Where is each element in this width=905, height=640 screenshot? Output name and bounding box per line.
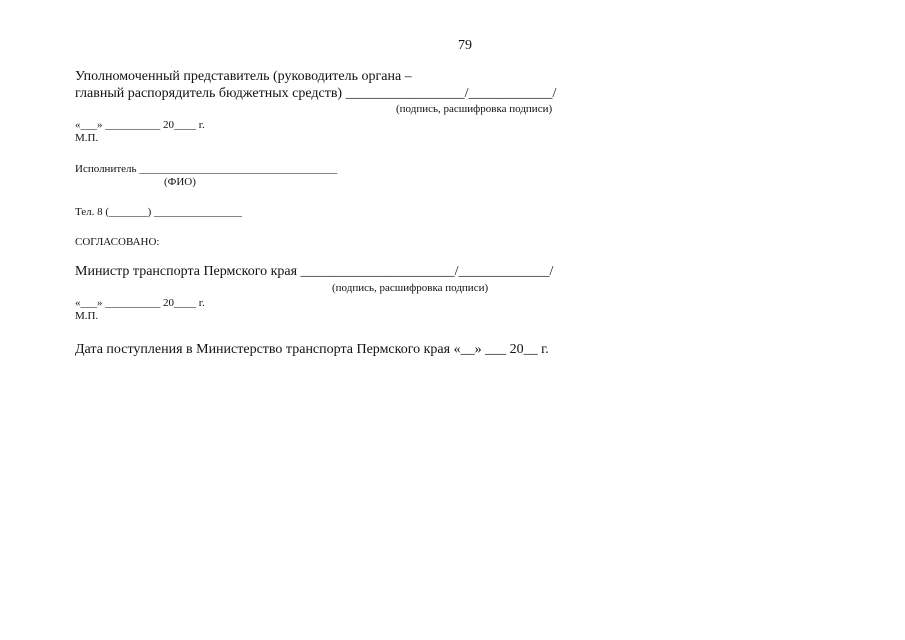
approval-heading: СОГЛАСОВАНО: xyxy=(75,236,160,248)
minister-signature-line: Министр транспорта Пермского края ______________________/_____________/ xyxy=(75,264,554,279)
minister-date-line: «___» __________ 20____ г. xyxy=(75,297,205,309)
representative-date-line: «___» __________ 20____ г. xyxy=(75,119,205,131)
executor-line: Исполнитель ____________________________________ xyxy=(75,163,338,175)
minister-signature-caption: (подпись, расшифровка подписи) xyxy=(332,282,489,294)
representative-stamp-label: М.П. xyxy=(75,132,99,144)
receipt-date-line: Дата поступления в Министерство транспорта Пермского края «__» ___ 20__ г. xyxy=(75,342,549,357)
minister-stamp-label: М.П. xyxy=(75,310,99,322)
representative-signature-caption: (подпись, расшифровка подписи) xyxy=(396,103,553,115)
executor-name-caption: (ФИО) xyxy=(164,176,196,188)
representative-title-line-1: Уполномоченный представитель (руководитель органа – xyxy=(75,69,412,84)
executor-phone-line: Тел. 8 (_______) ________________ xyxy=(75,206,242,218)
representative-title-line-2: главный распорядитель бюджетных средств) _________________/____________/ xyxy=(75,86,557,101)
page-number: 79 xyxy=(458,38,472,53)
